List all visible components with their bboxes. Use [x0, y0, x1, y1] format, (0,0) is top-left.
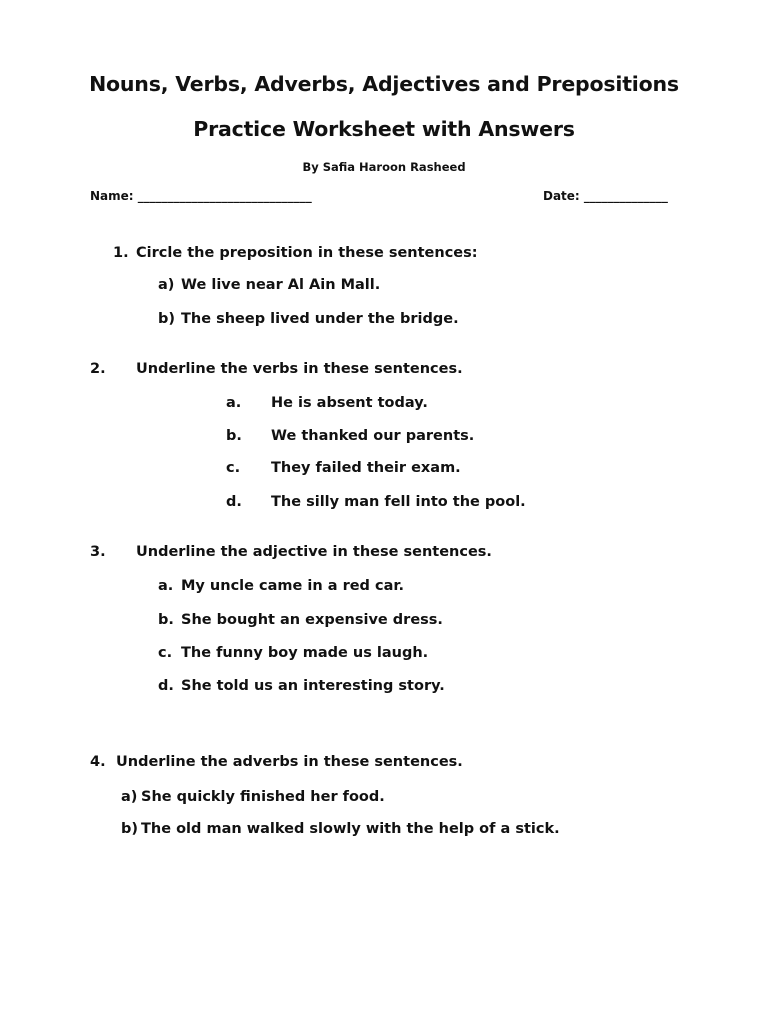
question-3-item-c-marker: c.	[158, 645, 173, 661]
worksheet-title: Nouns, Verbs, Adverbs, Adjectives and Prepositions	[89, 72, 679, 96]
question-2-item-d-text: The silly man fell into the pool.	[271, 494, 526, 510]
question-3-item-d-marker: d.	[158, 678, 174, 694]
question-3-item-b-marker: b.	[158, 612, 174, 628]
question-2-item-b-marker: b.	[226, 428, 242, 444]
author-line: By Safia Haroon Rasheed	[302, 160, 466, 174]
question-1-number: 1.	[113, 245, 129, 261]
question-3-prompt: Underline the adjective in these sentences.	[136, 544, 492, 560]
question-3-number: 3.	[90, 544, 106, 560]
question-3-item-b-text: She bought an expensive dress.	[181, 612, 443, 628]
question-2-item-b-text: We thanked our parents.	[271, 428, 475, 444]
question-4-prompt: Underline the adverbs in these sentences.	[116, 754, 463, 770]
question-3-item-a-marker: a.	[158, 578, 174, 594]
question-4-item-b-text: The old man walked slowly with the help of a stick.	[141, 821, 560, 837]
question-1-item-b-marker: b)	[158, 311, 176, 327]
question-1-item-a-text: We live near Al Ain Mall.	[181, 277, 381, 293]
question-4-item-a-text: She quickly finished her food.	[141, 789, 385, 805]
question-3-item-c-text: The funny boy made us laugh.	[181, 645, 429, 661]
question-2-item-c-text: They failed their exam.	[271, 460, 461, 476]
question-2-item-c-marker: c.	[226, 460, 241, 476]
name-field: Name: _____________________________	[90, 189, 312, 203]
question-2-item-d-marker: d.	[226, 494, 242, 510]
question-2-number: 2.	[90, 361, 106, 377]
question-2-prompt: Underline the verbs in these sentences.	[136, 361, 463, 377]
question-4-item-a-marker: a)	[121, 789, 138, 805]
question-3-item-d-text: She told us an interesting story.	[181, 678, 445, 694]
question-1-item-b-text: The sheep lived under the bridge.	[181, 311, 459, 327]
question-4-number: 4.	[90, 754, 106, 770]
question-1-item-a-marker: a)	[158, 277, 175, 293]
question-1-prompt: Circle the preposition in these sentences:	[136, 245, 478, 261]
worksheet-subtitle: Practice Worksheet with Answers	[193, 117, 575, 141]
date-field: Date: ______________	[543, 189, 668, 203]
question-3-item-a-text: My uncle came in a red car.	[181, 578, 404, 594]
question-2-item-a-text: He is absent today.	[271, 395, 428, 411]
question-4-item-b-marker: b)	[121, 821, 139, 837]
question-2-item-a-marker: a.	[226, 395, 242, 411]
